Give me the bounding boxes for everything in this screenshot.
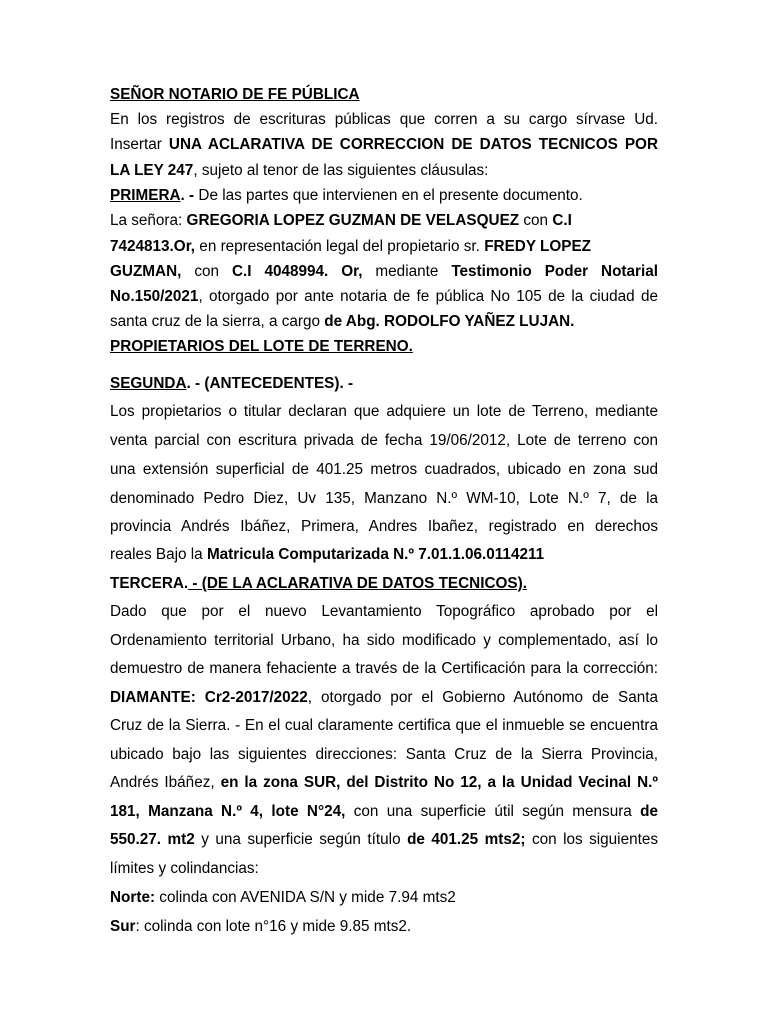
id-label: C.I — [552, 212, 572, 229]
id-number: C.I 4048994. Or, — [231, 263, 363, 280]
intro-line-1: En los registros de escrituras públicas que corren a su cargo sírvase Ud. — [110, 111, 658, 128]
primera-line-9 — [110, 313, 658, 331]
clause-title-primera: PRIMERA — [110, 187, 181, 204]
registry-number: Matricula Computarizada N.º 7.01.1.06.0114211 — [206, 546, 545, 563]
primera-line-6 — [110, 238, 658, 256]
primera-line-7 — [110, 263, 658, 281]
clause-dash: . - — [180, 187, 195, 204]
tercera-line-4 — [110, 689, 658, 707]
text-span: mediante — [362, 263, 452, 280]
id-number: 7424813.Or, — [110, 238, 196, 255]
clause-text: De las partes que intervienen en el presente documento. — [194, 187, 583, 204]
power-of-attorney: Testimonio Poder Notarial — [451, 263, 658, 280]
intro-text: , sujeto al tenor de las siguientes cláusulas: — [193, 162, 489, 179]
tercera-line-3: demuestro de manera fehaciente a través de la Certificación para la corrección: — [110, 660, 658, 677]
document-number: No.150/2021 — [110, 288, 199, 305]
segunda-header — [110, 375, 658, 393]
boundary-south — [110, 918, 658, 936]
boundary-text: colinda con AVENIDA S/N y mide 7.94 mts2 — [155, 889, 456, 906]
boundary-label: Sur — [110, 918, 136, 935]
heading-line — [110, 86, 658, 104]
text-span: con los siguientes — [525, 831, 658, 848]
tercera-line-9 — [110, 831, 658, 849]
location-detail: en la zona SUR, del Distrito No 12, a la Unidad Vecinal N.º — [220, 774, 658, 791]
text-span: reales Bajo la — [110, 546, 207, 563]
text-span: con — [519, 212, 553, 229]
document-title: UNA ACLARATIVA DE CORRECCION DE DATOS TECNICOS POR — [168, 136, 659, 153]
primera-header — [110, 187, 658, 205]
tercera-line-10: límites y colindancias: — [110, 860, 259, 877]
law-reference: LA LEY 247 — [110, 162, 194, 179]
document-heading: SEÑOR NOTARIO DE FE PÚBLICA — [110, 86, 360, 103]
segunda-line-1: Los propietarios o titular declaran que adquiere un lote de Terreno, mediante — [110, 403, 658, 420]
intro-line-3 — [110, 162, 658, 180]
text-span: en representación legal del propietario sr. — [195, 238, 485, 255]
tercera-line-2: Ordenamiento territorial Urbano, ha sido modificado y complementado, así lo — [110, 632, 658, 649]
segunda-line-3: una extensión superficial de 401.25 metros cuadrados, ubicado en zona sud — [110, 461, 658, 478]
owner-name: GUZMAN, — [110, 263, 182, 280]
owners-heading: PROPIETARIOS DEL LOTE DE TERRENO. — [110, 338, 413, 355]
tercera-line-5: Cruz de la Sierra. - En el cual claramente certifica que el inmueble se encuentra — [110, 717, 658, 734]
text-span: con — [181, 263, 232, 280]
owner-name: FREDY LOPEZ — [484, 238, 591, 255]
boundary-label: Norte: — [110, 889, 156, 906]
text-span: La señora: — [110, 212, 187, 229]
text-span: , otorgado por el Gobierno Autónomo de Santa — [307, 689, 658, 706]
text-span: Andrés Ibáñez, — [110, 774, 221, 791]
tercera-line-1: Dado que por el nuevo Levantamiento Topográfico aprobado por el — [110, 603, 658, 620]
text-span-bold: de — [640, 803, 659, 820]
clause-title-tercera: TERCERA. — [110, 575, 189, 592]
tercera-line-7 — [110, 774, 658, 792]
tercera-line-8 — [110, 803, 658, 821]
surface-title: de 401.25 mts2; — [407, 831, 526, 848]
primera-line-10 — [110, 338, 658, 356]
intro-line-2 — [110, 136, 658, 154]
notary-name: de Abg. RODOLFO YAÑEZ LUJAN. — [324, 313, 575, 330]
text-span: y una superficie según título — [194, 831, 408, 848]
primera-line-8 — [110, 288, 658, 306]
segunda-line-4: denominado Pedro Diez, Uv 135, Manzano N.º WM-10, Lote N.º 7, de la — [110, 490, 658, 507]
text-span: , otorgado por ante notaria de fe pública No 105 de la ciudad de — [198, 288, 658, 305]
intro-text: Insertar — [110, 136, 169, 153]
lot-detail: 181, Manzana N.º 4, lote N°24, — [110, 803, 346, 820]
text-span: santa cruz de la sierra, a cargo — [110, 313, 325, 330]
segunda-line-2: venta parcial con escritura privada de fecha 19/06/2012, Lote de terreno con — [110, 432, 658, 449]
surface-measure: 550.27. mt2 — [110, 831, 195, 848]
segunda-line-6 — [110, 546, 658, 564]
text-span: con una superficie útil según mensura — [345, 803, 641, 820]
tercera-line-6: ubicado bajo las siguientes direcciones: Santa Cruz de la Sierra Provincia, — [110, 746, 658, 763]
clause-subtitle: . - (ANTECEDENTES). - — [186, 375, 354, 392]
party-name: GREGORIA LOPEZ GUZMAN DE VELASQUEZ — [186, 212, 520, 229]
boundary-text: : colinda con lote n°16 y mide 9.85 mts2. — [135, 918, 412, 935]
segunda-line-5: provincia Andrés Ibáñez, Primera, Andres Ibañez, registrado en derechos — [110, 518, 658, 535]
clause-subtitle: - (DE LA ACLARATIVA DE DATOS TECNICOS). — [188, 575, 527, 592]
tercera-header — [110, 575, 658, 593]
certification-code: DIAMANTE: Cr2-2017/2022 — [110, 689, 308, 706]
clause-title-segunda: SEGUNDA — [110, 375, 187, 392]
primera-line-5 — [110, 212, 658, 230]
boundary-north — [110, 889, 658, 907]
